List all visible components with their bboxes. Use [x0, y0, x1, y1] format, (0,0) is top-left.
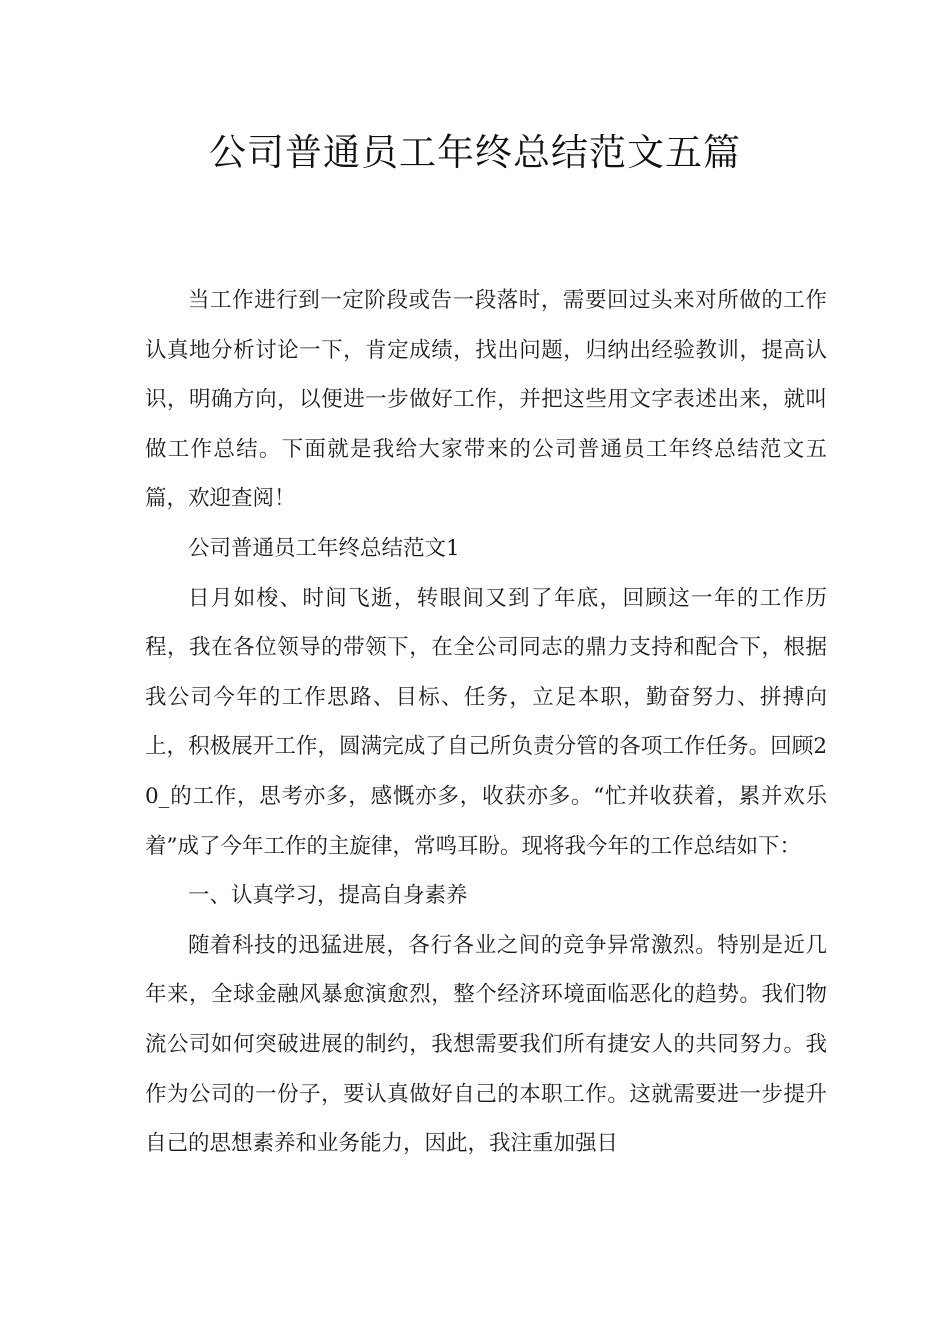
section-heading-study: 一、认真学习，提高自身素养	[188, 883, 468, 909]
document-title: 公司普通员工年终总结范文五篇	[209, 131, 741, 174]
body-paragraph: 随着科技的迅猛进展，各行各业之间的竞争异常激烈。特别是近几年来，全球金融风暴愈演愈烈，整个经济环境面临恶化的趋势。我们物流公司如何突破进展的制约，我想需要我们所有捷安人的共同努力。我作为公司的一份子，要认真做好自己的本职工作。这就需要进一步提升自己的思想素养和业务能力，因此，我注重加强日	[145, 932, 827, 1157]
intro-paragraph: 当工作进行到一定阶段或告一段落时，需要回过头来对所做的工作认真地分析讨论一下，肯定成绩，找出问题，归纳出经验教训，提高认识，明确方向，以便进一步做好工作，并把这些用文字表述出来，就叫做工作总结。下面就是我给大家带来的公司普通员工年终总结范文五篇，欢迎查阅！	[145, 288, 827, 512]
document-body	[145, 276, 827, 1169]
section-heading-essay-1: 公司普通员工年终总结范文1	[188, 535, 460, 561]
body-paragraph: 日月如梭、时间飞逝，转眼间又到了年底，回顾这一年的工作历程，我在各位领导的带领下，在全公司同志的鼎力支持和配合下，根据我公司今年的工作思路、目标、任务，立足本职，勤奋努力、拼搏向上，积极展开工作，圆满完成了自己所负责分管的各项工作任务。回顾20_的工作，思考亦多，感慨亦多，收获亦多。“忙并收获着，累并欢乐着”成了今年工作的主旋律，常鸣耳盼。现将我今年的工作总结如下：	[145, 585, 827, 859]
